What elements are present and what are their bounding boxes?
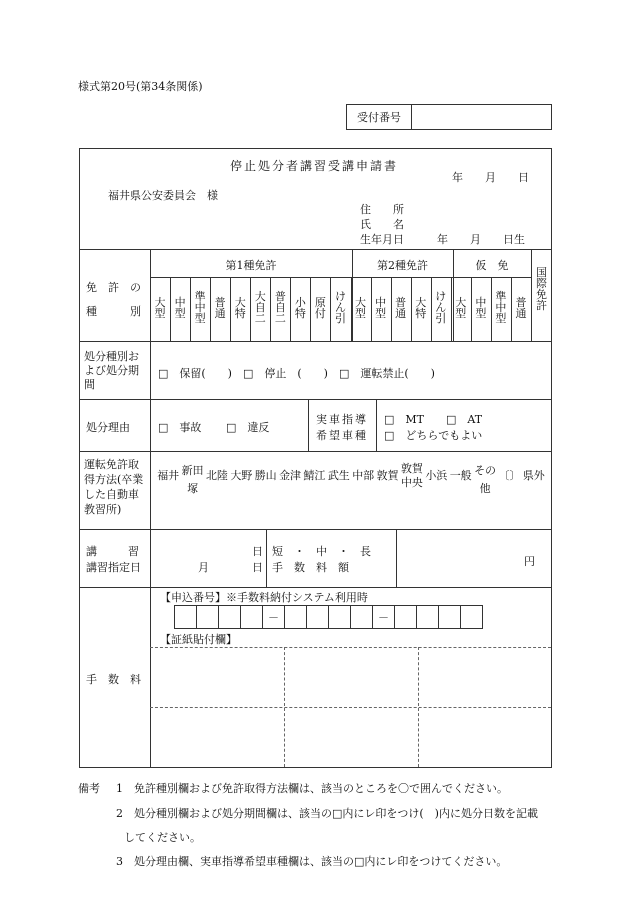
license-type-7[interactable]: 小特: [294, 296, 306, 320]
note-2: 2 処分種別欄および処分期間欄は、該当の□内にレ印をつけ( )内に処分日数を記載: [116, 807, 538, 820]
school-9[interactable]: 敦賀: [376, 469, 399, 482]
receipt-number-box: [346, 104, 552, 130]
school-0[interactable]: 福井: [157, 469, 180, 482]
application-number-digit[interactable]: [174, 605, 197, 629]
application-number-digit[interactable]: [218, 605, 241, 629]
license-type-15[interactable]: 大型: [455, 296, 467, 320]
application-number-digit[interactable]: [240, 605, 263, 629]
note-2-continued: してください。: [124, 831, 201, 844]
recipient: 福井県公安委員会 様: [108, 189, 218, 202]
school-12[interactable]: 一般: [449, 469, 472, 482]
applicant-name-label: 氏 名: [360, 218, 404, 231]
reason-violation[interactable]: □ 違反: [226, 421, 270, 434]
license-type-17[interactable]: 準中型: [495, 290, 507, 325]
school-10[interactable]: 敦賀中央: [400, 462, 423, 489]
license-type-3[interactable]: 普通: [214, 296, 226, 320]
applicant-address-label: 住 所: [360, 203, 404, 216]
school-2[interactable]: 北陸: [205, 469, 228, 482]
form-reference: 様式第20号(第34条関係): [78, 80, 203, 93]
school-4[interactable]: 勝山: [254, 469, 277, 482]
school-7[interactable]: 武生: [327, 469, 350, 482]
school-1[interactable]: 新田塚: [181, 464, 204, 495]
school-15[interactable]: 県外: [522, 469, 545, 482]
vehicle-any[interactable]: □ どちらでもよい: [384, 429, 483, 442]
license-group-2: 第2種免許: [377, 259, 428, 272]
application-date: 年 月 日: [452, 171, 529, 184]
school-11[interactable]: 小浜: [425, 469, 448, 482]
course-day[interactable]: 日: [252, 545, 263, 558]
license-label-2: 種 別: [86, 305, 141, 318]
application-number-digit[interactable]: [306, 605, 329, 629]
vehicle-mt-at[interactable]: □ MT □ AT: [384, 413, 483, 426]
acquisition-label: 運転免許取得方法(卒業した自動車教習所): [84, 458, 144, 516]
application-number-digit[interactable]: －: [372, 605, 395, 629]
form-title: 停止処分者講習受講申請書: [230, 159, 399, 173]
license-type-4[interactable]: 大特: [234, 296, 246, 320]
license-type-12[interactable]: 普通: [395, 296, 407, 320]
applicant-dob-label: 生年月日 年 月 日生: [360, 233, 525, 246]
application-number-label: 【申込番号】※手数料納付システム利用時: [160, 591, 368, 604]
school-5[interactable]: 金津: [279, 469, 302, 482]
application-number-digit[interactable]: [284, 605, 307, 629]
course-label: 講習指定日: [86, 561, 141, 574]
course-label-1: 講 習: [86, 545, 149, 558]
license-type-18[interactable]: 普通: [515, 296, 527, 320]
application-number-digit[interactable]: [438, 605, 461, 629]
fee-yen: 円: [524, 555, 535, 568]
fee-amount-label: 手 数 料 額: [272, 561, 349, 574]
fee-label: 手 数 料: [86, 673, 141, 686]
license-type-1[interactable]: 中型: [174, 296, 186, 320]
license-international[interactable]: 国際免許: [536, 266, 547, 312]
license-label-1: 免 許 の: [86, 281, 141, 294]
reason-accident[interactable]: □ 事故: [158, 421, 202, 434]
application-form-table: [79, 148, 552, 768]
license-group-1: 第1種免許: [225, 259, 277, 272]
license-type-13[interactable]: 大特: [415, 296, 427, 320]
reason-label: 処分理由: [86, 421, 130, 434]
vehicle-label-2: 希望車種: [316, 429, 368, 442]
note-3: 3 処分理由欄、実車指導希望車種欄は、該当の□内にレ印をつけてください。: [116, 855, 508, 868]
license-type-2[interactable]: 準中型: [194, 290, 206, 325]
course-month[interactable]: 月: [198, 561, 209, 574]
license-type-11[interactable]: 中型: [375, 296, 387, 320]
school-6[interactable]: 鯖江: [303, 469, 326, 482]
course-type[interactable]: 短 ・ 中 ・ 長: [272, 545, 371, 558]
license-type-6[interactable]: 普自二: [274, 290, 286, 325]
school-14[interactable]: 〔〕: [498, 469, 521, 482]
disposition-label: 処分種別および処分期間: [84, 350, 139, 391]
receipt-number-field[interactable]: [412, 105, 551, 129]
application-number-digit[interactable]: [394, 605, 417, 629]
license-type-14[interactable]: けん引: [435, 290, 447, 325]
school-3[interactable]: 大野: [230, 469, 253, 482]
application-number-digit[interactable]: [350, 605, 373, 629]
license-type-0[interactable]: 大型: [154, 296, 166, 320]
application-number-digit[interactable]: [460, 605, 483, 629]
license-type-5[interactable]: 大自二: [254, 290, 266, 325]
application-number-digit[interactable]: [328, 605, 351, 629]
course-day-2: 日: [252, 561, 263, 574]
license-type-9[interactable]: けん引: [334, 290, 346, 325]
note-1: 1 免許種別欄および免許取得方法欄は、該当のところを〇で囲んでください。: [116, 782, 508, 795]
application-number-digit[interactable]: [196, 605, 219, 629]
license-group-3: 仮 免: [475, 259, 509, 272]
application-number-digit[interactable]: －: [262, 605, 285, 629]
vehicle-label-1: 実車指導: [316, 413, 368, 426]
disposition-options[interactable]: □ 保留( ) □ 停止 ( ) □ 運転禁止( ): [158, 367, 435, 380]
stamp-label: 【証紙貼付欄】: [160, 633, 237, 646]
notes-prefix: 備考: [78, 782, 100, 795]
receipt-number-label: 受付番号: [347, 105, 412, 129]
license-type-16[interactable]: 中型: [475, 296, 487, 320]
application-number-digit[interactable]: [416, 605, 439, 629]
license-type-10[interactable]: 大型: [355, 296, 367, 320]
school-13[interactable]: その他: [474, 464, 497, 495]
school-8[interactable]: 中部: [352, 469, 375, 482]
license-type-8[interactable]: 原付: [314, 296, 326, 320]
